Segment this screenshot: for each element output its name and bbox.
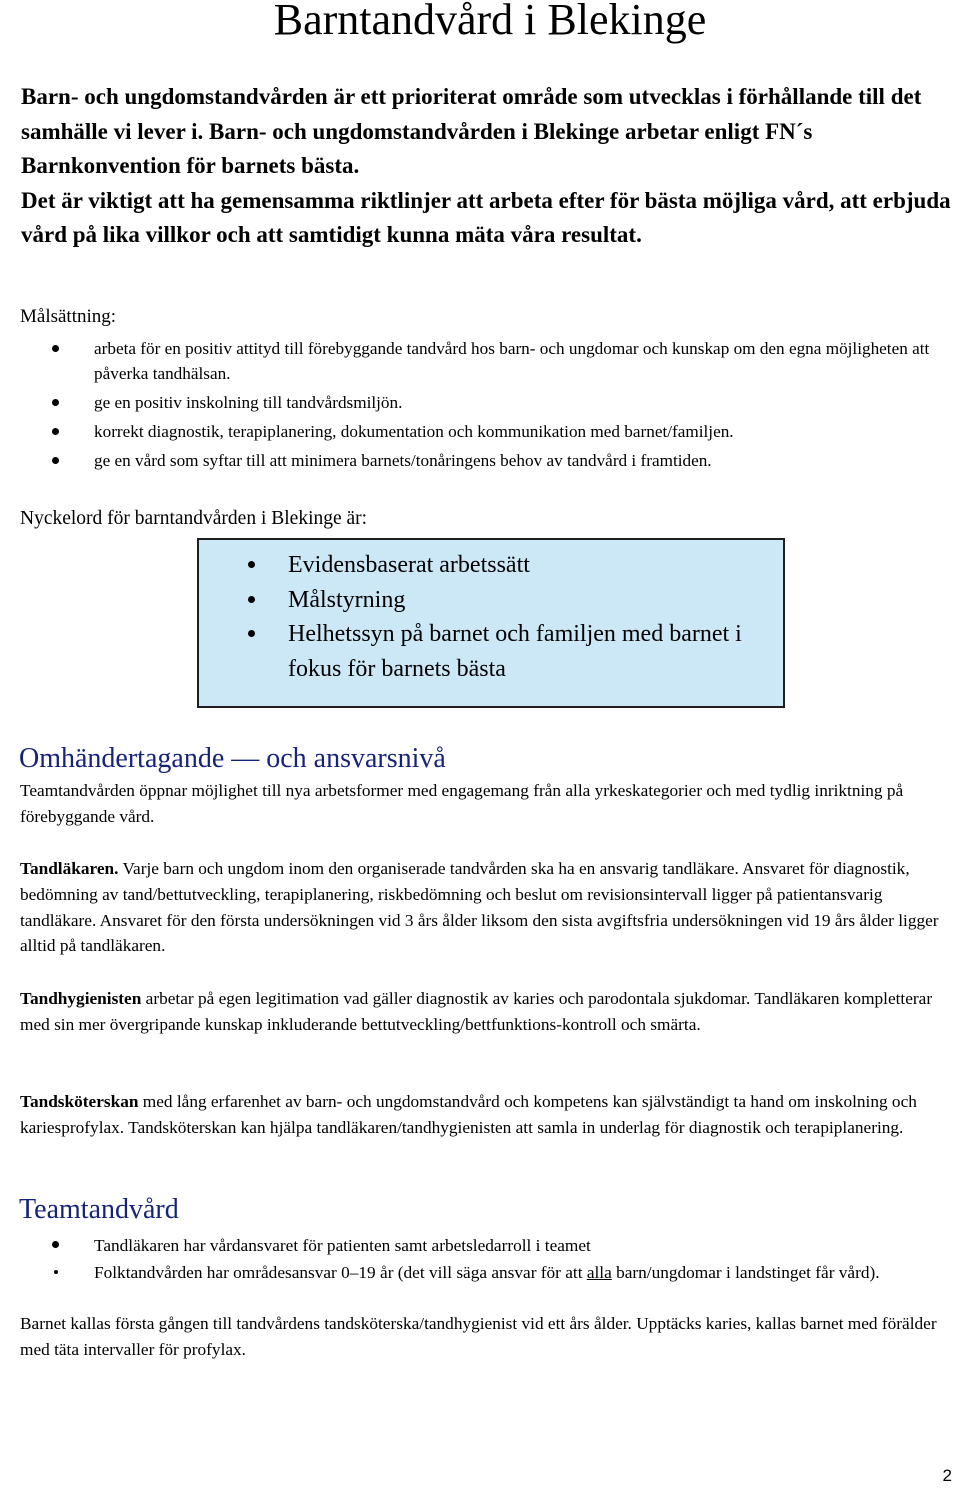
list-item: [248, 583, 748, 618]
bullet-icon: [248, 561, 255, 568]
role-label: Tandläkaren.: [20, 859, 119, 878]
goal-text: ge en positiv inskolning till tandvårdsmiljön.: [94, 393, 403, 412]
tandlakaren-paragraph: [20, 856, 950, 959]
list-item: [52, 1232, 952, 1259]
intro-section: [21, 80, 951, 253]
list-item: [52, 336, 952, 386]
keywords-list: [248, 548, 748, 686]
team-item-text: Tandläkaren har vårdansvaret för patienten samt arbetsledarroll i teamet: [94, 1236, 591, 1255]
role-text: Varje barn och ungdom inom den organiserade tandvården ska ha en ansvarig tandläkare. Ansvaret för diagnostik, bedömning av tand/bettutveckling, terapiplanering, riskbedömning och beslut om revisionsintervall ligger på patientansvarig tandläkare. Ansvaret för den första undersökningen vid 3 års ålder liksom den sista avgiftsfria undersökningen vid 19 års ålder ligger alltid på tandläkaren.: [20, 859, 939, 956]
team-item-text: barn/ungdomar i landstinget får vård).: [611, 1263, 880, 1282]
list-item: [52, 419, 952, 444]
goals-heading: Målsättning:: [20, 306, 117, 327]
role-label: Tandhygienisten: [20, 989, 142, 1008]
intro-paragraph-1: Barn- och ungdomstandvården är ett prioriterat område som utvecklas i förhållande till det samhälle vi lever i. Barn- och ungdomstandvården i Blekinge arbetar enligt FN´s Barnkonvention för barnets bästa.: [21, 84, 922, 178]
closing-paragraph: Barnet kallas första gången till tandvårdens tandsköterska/tandhygienist vid ett års ålder. Upptäcks karies, kallas barnet med förälder med täta intervaller för profylax.: [20, 1314, 937, 1359]
hygienist-paragraph: [20, 986, 950, 1038]
goal-text: korrekt diagnostik, terapiplanering, dokumentation och kommunikation med barnet/familjen.: [94, 422, 734, 441]
page-title: Barntandvård i Blekinge: [273, 0, 707, 44]
keywords-heading: Nyckelord för barntandvården i Blekinge är:: [20, 508, 368, 529]
section-heading-omhandertagande: Omhändertagande — och ansvarsnivå: [19, 743, 446, 774]
skoterska-paragraph: [20, 1089, 950, 1141]
list-item: [248, 617, 748, 686]
page-number: 2: [942, 1466, 952, 1485]
list-item: [52, 1259, 952, 1286]
goals-list: [52, 336, 952, 477]
team-list: [52, 1232, 952, 1286]
keyword-text: Målstyrning: [288, 586, 406, 613]
bullet-icon: [248, 596, 255, 603]
bullet-icon: [52, 1241, 59, 1248]
bullet-icon: [52, 428, 59, 435]
goal-text: ge en vård som syftar till att minimera barnets/tonåringens behov av tandvård i framtiden.: [94, 451, 712, 470]
section-heading-teamtandvard: Teamtandvård: [19, 1194, 179, 1225]
bullet-icon: [52, 399, 59, 406]
intro-paragraph-2: Det är viktigt att ha gemensamma riktlinjer att arbeta efter för bästa möjliga vård, att erbjuda vård på lika villkor och att samtidigt kunna mäta våra resultat.: [21, 187, 951, 247]
bullet-icon: [52, 345, 59, 352]
underlined-word: alla: [586, 1263, 612, 1282]
list-item: [52, 448, 952, 473]
bullet-icon: [248, 630, 255, 637]
list-item: [248, 548, 748, 583]
bullet-icon: [54, 1270, 58, 1274]
team-intro-paragraph: Teamtandvården öppnar möjlighet till nya arbetsformer med engagemang från alla yrkeskategorier och med tydlig inriktning på förebyggande vård.: [20, 781, 904, 826]
keyword-text: Helhetssyn på barnet och familjen med barnet i fokus för barnets bästa: [288, 621, 742, 682]
role-label: Tandsköterskan: [20, 1092, 139, 1111]
bullet-icon: [52, 457, 59, 464]
goal-text: arbeta för en positiv attityd till förebyggande tandvård hos barn- och ungdomar och kunskap om den egna möjligheten att påverka tandhälsan.: [94, 339, 930, 383]
list-item: [52, 390, 952, 415]
keyword-text: Evidensbaserat arbetssätt: [288, 552, 530, 578]
role-text: med lång erfarenhet av barn- och ungdomstandvård och kompetens kan självständigt ta hand om inskolning och kariesprofylax. Tandsköterskan kan hjälpa tandläkaren/tandhygienisten att samla in underlag för diagnostik och terapiplanering.: [20, 1092, 917, 1137]
role-text: arbetar på egen legitimation vad gäller diagnostik av karies och parodontala sjukdomar. Tandläkaren kompletterar med sin mer övergripande kunskap inkluderande bettutveckling/bettfunktions-kontroll och smärta.: [20, 989, 933, 1034]
team-item-text: Folktandvården har områdesansvar 0–19 år (det vill säga ansvar för att: [94, 1263, 587, 1282]
